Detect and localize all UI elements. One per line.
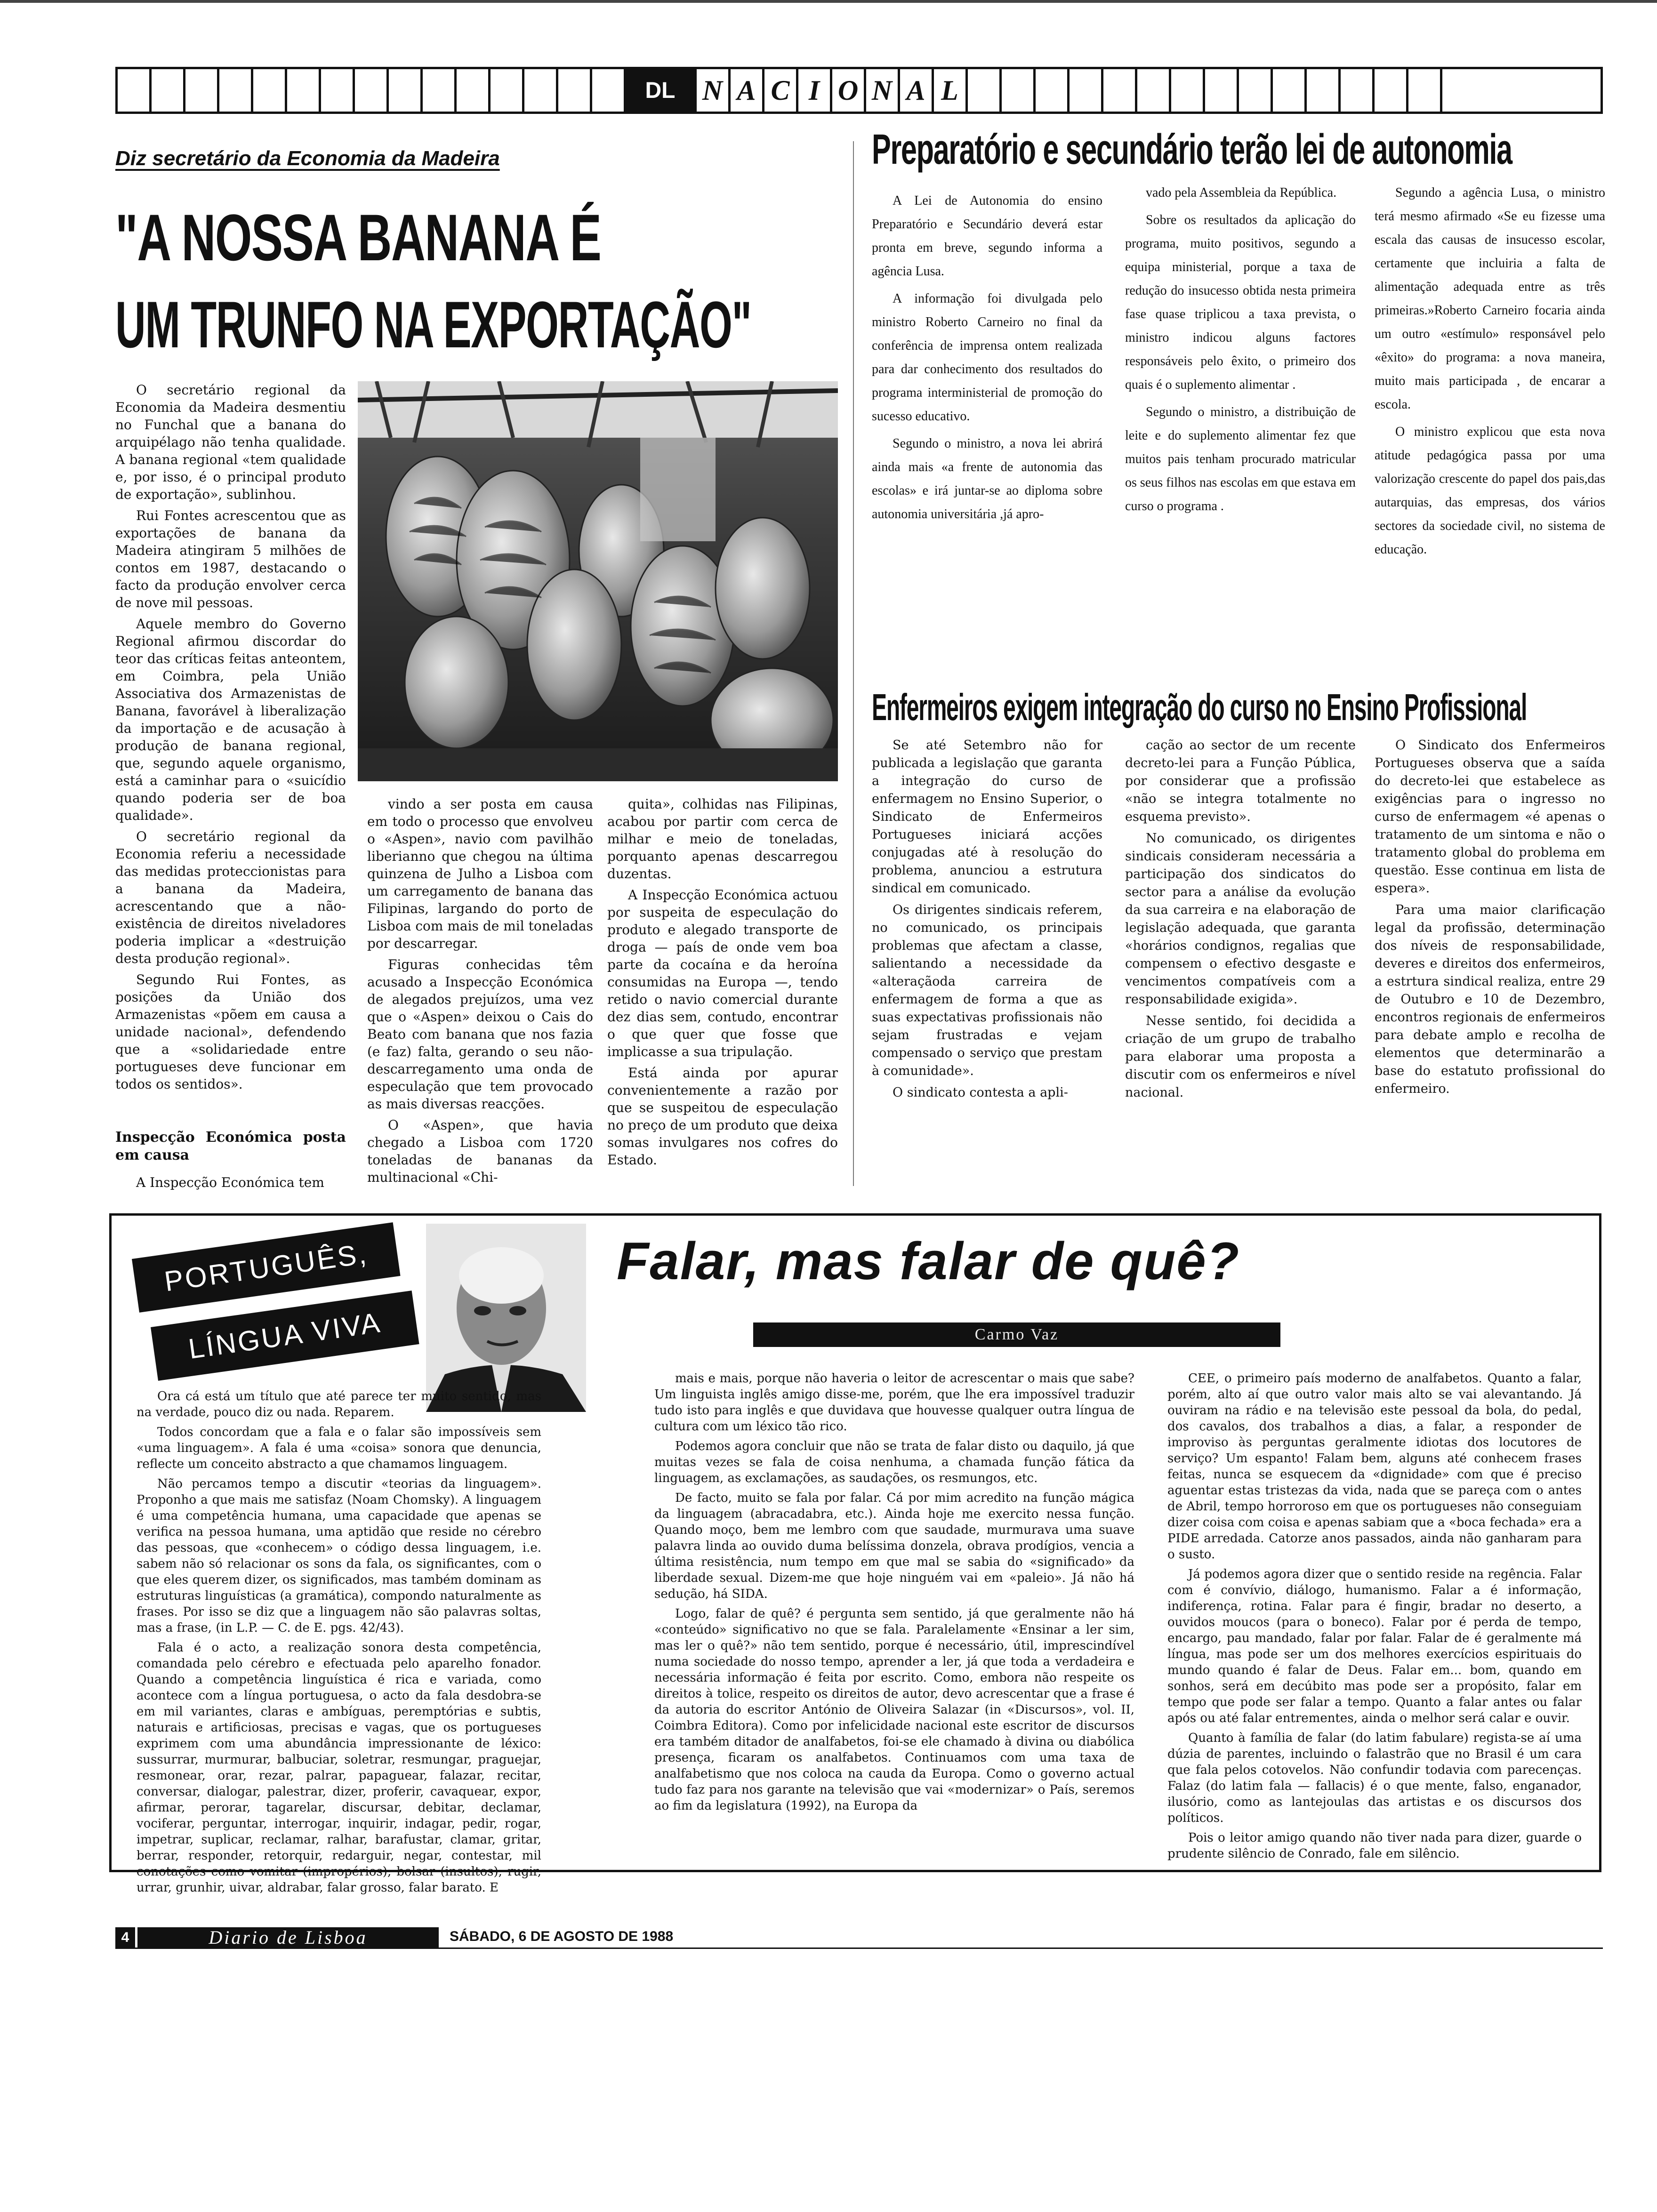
falar-headline: Falar, mas falar de quê? <box>617 1232 1240 1290</box>
banana-subhead-block <box>115 1116 346 1191</box>
falar-column-1 <box>137 1388 541 1896</box>
page-number: 4 <box>115 1927 135 1948</box>
section-letter: N <box>866 69 900 112</box>
paragraph: Fala é o acto, a realização sonora desta competência, comandada pelo cérebro e efectuada pelo aparelho fonador. Quando a competência linguística é rica e variada, como acontece com a língua portuguesa, o acto da fala desdobra-se em mil variantes, claras e ambíguas, peremptórias e subtis, naturais e artificiosas, precisas e vagas, que os portugueses exprimem com uma abundância impressionante de léxico: sussurrar, murmurar, balbuciar, soletrar, resmungar, praguejar, resmonear, orar, rezar, palrar, papaguear, falazar, recitar, conversar, dialogar, palestrar, dizer, proferir, cavaquear, expor, afirmar, perorar, tagarelar, discursar, debitar, declamar, vociferar, perguntar, interrogar, inquirir, indagar, pedir, rogar, impetrar, suplicar, reclamar, ralhar, barafustar, clamar, gritar, berrar, responder, retorquir, redarguir, negar, contestar, mil conotações como vomitar (impropérios), bolsar (insultos), rugir, urrar, grunhir, uivar, aldrabar, falar grosso, falar barato. E <box>137 1641 541 1895</box>
paragraph: Já podemos agora dizer que o sentido reside na regência. Falar com é convívio, diálogo, humanismo. Falar a é informação, indiferença, rotina. Falar para é fingir, bradar no deserto, a ouvidos moucos (para o boneco). Falar por é perda de tempo, encargo, pau mandado, falar por falar. Falar de é geralmente má língua, mas pode ser um dos melhores exercícios espirituais do mundo quando é falar de Deus. Falar em... bom, quando em sonhos, será em decúbito mas pode ser a propósito, falar em tempo que pode ser falar a tempo. Quanto a falar antes ou falar após ou até falar entrementes, ainda o melhor será calar e ouvir. <box>1167 1567 1582 1725</box>
paragraph: cação ao sector de um recente decreto-lei para a Função Pública, por considerar que a profissão «não se integra totalmente no esquema previsto». <box>1125 738 1356 824</box>
paragraph: Segundo o ministro, a nova lei abrirá ainda mais «a frente de autonomia das escolas» e irá juntar-se ao diploma sobre autonomia universitária ,já apro- <box>872 436 1102 521</box>
enfermeiros-column-2 <box>1125 737 1356 1102</box>
paragraph: De facto, muito se fala por falar. Cá por mim acredito na função mágica da linguagem (abracadabra, etc.). Ainda hoje me exercito nessa função. Quando moço, bem me lembro com que saudade, murmurava uma suave palavra linda ao ouvido duma belíssima donzela, obrava prodígios, vencia a última resistência, num tempo em que mal se sabia do «significado» da liberdade sexual. Dizem-me que hoje ninguém vai em «paleio». Já não há sedução, há SIDA. <box>654 1491 1134 1601</box>
paragraph: Os dirigentes sindicais referem, no comunicado, os principais problemas que afectam a classe, salientando a necessidade da «alteraçãoda carreira de enfermagem de forma a que as suas expectativas profissionais não sejam frustradas e vejam compensado o serviço que prestam à comunidade». <box>872 903 1102 1078</box>
section-letter: L <box>934 69 968 112</box>
paragraph: Podemos agora concluir que não se trata de falar disto ou daquilo, já que muitas vezes se fala de coisa nenhuma, a chamada função fática da linguagem, as exclamações, as saudações, os resmungos, etc. <box>654 1439 1134 1485</box>
autonomia-column-1 <box>872 189 1102 526</box>
paragraph: Logo, falar de quê? é pergunta sem sentido, já que geralmente não há «conteúdo» significativo no que se fala. Paralelamente «Ensinar a ler sim, mas ler o quê?» não tem sentido, porque é necessário, útil, imprescindível numa sociedade do nosso tempo, aprender a ler, já que toda a verdadeira e necessária informação é feita por escrito. Como, embora não respeite os direitos à tolice, respeito os direitos de autor, devo acrescentar que a frase é da autoria do escritor António de Oliveira Salazar (in «Discursos», vol. II, Coimbra Editora). Como por infelicidade nacional este escritor de discursos era também ditador de analfabetos, foi-se ele chamado à divina ou diabólica presença, ficaram os analfabetos. Continuamos com uma taxa de analfabetismo que nos coloca na cauda da Europa. Como o governo actual tudo faz para nos garante na televisão que vai «modernizar» o País, seremos ao fim da legislatura (1992), na Europa da <box>654 1607 1134 1813</box>
falar-column-3 <box>1167 1370 1582 1862</box>
banana-column-2 <box>367 795 593 1186</box>
paragraph: Segundo o ministro, a distribuição de leite e do suplemento alimentar fez que muitos pais tenham procurado matricular os seus filhos nas escolas em que estava em curso o programa . <box>1125 405 1356 513</box>
section-masthead <box>115 67 1603 114</box>
paragraph: Para uma maior clarificação legal da profissão, determinação dos níveis de responsabilidade, deveres e direitos dos enfermeiros, a estrtura sindical realiza, entre 29 de Outubro e 10 de Dezembro, encontros regionais de enfermeiros para debate amplo e recolha de elementos que determinarão a base do estatuto profissional do enfermeiro. <box>1375 903 1605 1096</box>
paper-name: Diario de Lisboa <box>137 1927 439 1948</box>
author-portrait <box>426 1224 586 1412</box>
enfermeiros-headline: Enfermeiros exigem integração do curso no Ensino Profissional <box>872 686 1527 728</box>
paragraph: quita», colhidas nas Filipinas, acabou por partir com cerca de milhar e meio de toneladas, porquanto apenas descarregou duzentas. <box>607 796 838 882</box>
section-letter: C <box>764 69 798 112</box>
autonomia-headline: Preparatório e secundário terão lei de autonomia <box>872 126 1512 173</box>
paragraph: Não percamos tempo a discutir «teorias da linguagem». Proponho a que mais me satisfaz (Noam Chomsky). A linguagem é uma competência humana, uma capacidade que apenas se verifica na pessoa humana, uma aptidão que reside no cérebro das pessoas, que «conhecem» o código dessa linguagem, i.e. sabem não só relacionar os sons da fala, os significantes, com o que eles querem dizer, os significados, mas também dominam as estruturas linguísticas (a gramática), compondo naturalmente as frases. Por isso se diz que a linguagem não são palavras soltas, mas a frase, (in L.P. — C. de E. pgs. 42/43). <box>137 1477 541 1635</box>
paragraph: vado pela Assembleia da República. <box>1146 185 1337 200</box>
paragraph: No comunicado, os dirigentes sindicais consideram necessária a participação dos sindicatos do sector para a análise da evolução da sua carreira e na elaboração de legislação adequada, que garanta «horários condignos, regalias que compensem o efectivo desgaste e vencimentos compatíveis com a responsabilidade exigida». <box>1125 831 1356 1007</box>
banana-col1-end: A Inspecção Económica tem <box>136 1175 324 1190</box>
paragraph: Quanto à família de falar (do latim fabulare) regista-se aí uma dúzia de parentes, incluindo o falastrão que no Brasil é um cara que fala pelos cotovelos. Não confundir todavia com parecenças. Falaz (do latim fala — fallacis) é o que mente, falso, enganador, ilusório, como as lantejoulas das artistas e os discursos dos políticos. <box>1167 1731 1582 1825</box>
paragraph: O ministro explicou que esta nova atitude pedagógica passa por uma valorização crescente do papel dos pais,das autarquias, das empresas, dos vários sectores da sociedade civil, no sistema de educação. <box>1375 425 1605 557</box>
paragraph: A Lei de Autonomia do ensino Preparatório e Secundário deverá estar pronta em breve, segundo informa a agência Lusa. <box>872 193 1102 279</box>
paragraph: Rui Fontes acrescentou que as exportações de banana da Madeira atingiram 5 milhões de contos em 1987, destacando o facto da produção envolver cerca de nove mil pessoas. <box>115 508 346 610</box>
badge-line-2: LÍNGUA VIVA <box>151 1290 419 1381</box>
falar-column-2 <box>654 1370 1134 1814</box>
paragraph: O secretário regional da Economia da Madeira desmentiu no Funchal que a banana do arquipélago não tenha qualidade. A banana regional «tem qualidade e, por isso, é o principal produto de exportação», sublinhou. <box>115 382 346 502</box>
banana-subhead: Inspecção Económica posta em causa <box>115 1129 346 1163</box>
top-edge-rule <box>0 0 1657 3</box>
banana-kicker: Diz secretário da Economia da Madeira <box>115 147 500 170</box>
section-letter: A <box>731 69 764 112</box>
paragraph: mais e mais, porque não haveria o leitor de acrescentar o mais que sabe? Um linguista inglês amigo disse-me, porém, que lhe era impossível traduzir tudo isto para inglês e que duvidava que houvesse qualquer outra língua de cultura com um léxico tão rico. <box>654 1371 1134 1434</box>
paragraph: Ora cá está um título que até parece ter muito sentido, mas na verdade, pouco diz ou nada. Reparem. <box>137 1389 541 1419</box>
paragraph: Aquele membro do Governo Regional afirmou discordar do teor das críticas feitas anteontem, em Coimbra, pela União Associativa dos Armazenistas de Banana, favorável à liberalização da importação e de acusação à produção de banana regional, que, segundo aquele organismo, está a caminhar para o «suicídio quando poderia ser de boa qualidade». <box>115 616 346 823</box>
paragraph: Segundo a agência Lusa, o ministro terá mesmo afirmado «Se eu fizesse uma escala das causas de insucesso escolar, certamente que incluiria a falta de alimentação adequada entre as três primeiras.»Roberto Carneiro focaria ainda um outro «estímulo» responsável pelo «êxito» do programa: a nova maneira, muito mais participada , de encarar a escola. <box>1375 185 1605 412</box>
paper-logo: DL <box>626 69 697 112</box>
portugues-lingua-viva-badge <box>122 1237 424 1391</box>
paragraph: Sobre os resultados da aplicação do programa, muito positivos, segundo a equipa ministerial, porque a taxa de redução do insucesso obtida nesta primeira fase quase triplicou a taxa prevista, o ministro indicou alguns factores responsáveis pelo êxito, o primeiro dos quais é o suplemento alimentar . <box>1125 213 1356 392</box>
paragraph: A Inspecção Económica actuou por suspeita de especulação do produto e alegado transporte de droga — país de onde vem boa parte da cocaína e da heroína consumidas na Europa —, tendo retido o navio comercial durante dez dias sem, contudo, encontrar o que quer que fosse que implicasse a sua tripulação. <box>607 887 838 1059</box>
autonomia-column-2 <box>1125 181 1356 518</box>
autonomia-column-3 <box>1375 181 1605 561</box>
issue-date: SÁBADO, 6 DE AGOSTO DE 1988 <box>450 1929 674 1944</box>
paragraph: A informação foi divulgada pelo ministro Roberto Carneiro no final da conferência de imprensa ontem realizada para dar conhecimento dos resultados do programa interministerial de promoção do sucesso educativo. <box>872 291 1102 424</box>
falar-author: Carmo Vaz <box>753 1322 1280 1347</box>
paragraph: Segundo Rui Fontes, as posições da União dos Armazenistas «põem em causa a unidade nacional», defendendo que a «solidariedade entre portugueses deve funcionar em todos os sentidos». <box>115 972 346 1092</box>
paragraph: Todos concordam que a fala e o falar são impossíveis sem «uma linguagem». A fala é uma «coisa» sonora que denuncia, reflecte um conceito abstracto a que chamamos linguagem. <box>137 1425 541 1471</box>
banana-photo <box>358 381 838 781</box>
paragraph: Figuras conhecidas têm acusado a Inspecção Económica de alegados prejuízos, uma vez que o «Aspen» deixou o Cais do Beato com banana que nos fazia (e faz) falta, gerando o seu não-descarregamento uma onda de especulação que tem provocado as mais diversas reacções. <box>367 957 593 1112</box>
paragraph: O Sindicato dos Enfermeiros Portugueses observa que a saída do decreto-lei que estabelece as exigências para o ingresso no curso de enfermagem «é apenas o tratamento de um sintoma e não o tratamento global do problema em questão. Esse continua em lista de espera». <box>1375 738 1605 896</box>
banana-column-3 <box>607 795 838 1169</box>
enfermeiros-column-1 <box>872 737 1102 1102</box>
section-letter: A <box>900 69 934 112</box>
paragraph: O secretário regional da Economia referiu a necessidade das medidas proteccionistas para a banana da Madeira, acrescentando que a não-existência de direitos niveladores poderia implicar a «destruição desta produção regional». <box>115 829 346 966</box>
paragraph: Está ainda por apurar convenientemente a razão por que se suspeitou de especulação no preço de um produto que deixa somas invulgares nos cofres do Estado. <box>607 1065 838 1168</box>
banana-column-1 <box>115 381 346 1093</box>
banana-headline-line-1: "A NOSSA BANANA É <box>115 200 601 274</box>
paragraph: Nesse sentido, foi decidida a criação de um grupo de trabalho para elaborar uma proposta a discutir com os enfermeiros e nível nacional. <box>1125 1014 1356 1100</box>
paragraph: Pois o leitor amigo quando não tiver nada para dizer, guarde o prudente silêncio de Conrado, fale em silêncio. <box>1167 1831 1582 1861</box>
section-letter: N <box>697 69 731 112</box>
banana-headline-line-2: UM TRUNFO NA EXPORTAÇÃO" <box>115 288 751 361</box>
paragraph: O «Aspen», que havia chegado a Lisboa com 1720 toneladas de bananas da multinacional «Chi- <box>367 1117 593 1185</box>
column-divider <box>853 141 854 1186</box>
paragraph: vindo a ser posta em causa em todo o processo que envolveu o «Aspen», navio com pavilhão liberianno que chegou na última quinzena de Julho a Lisboa com um carregamento de banana das Filipinas, largando do porto de Lisboa com mais de mil toneladas por descarregar. <box>367 796 593 951</box>
section-letter: I <box>798 69 832 112</box>
section-name <box>697 69 968 112</box>
paragraph: O sindicato contesta a apli- <box>893 1085 1068 1100</box>
enfermeiros-column-3 <box>1375 737 1605 1098</box>
section-letter: O <box>832 69 866 112</box>
paragraph: CEE, o primeiro país moderno de analfabetos. Quanto a falar, porém, alto aí que outro valor mais alto se vai alevantando. Já ouviram na rádio e na televisão este pessoal da bola, do pedal, dos cavalos, dos trabalhos a dias, a falar, a responder de improviso às perguntas geralmente idiotas dos locutores de serviço? Um espanto! Falam bem, alguns até conhecem frases feitas, nunca se esquecem da «dignidade» com que é preciso aguentar estas tristezas da vida, nada que se pareça com o antes de Abril, tempo horroroso em que os portugueses não conseguiam dizer coisa com coisa e apenas sabiam que a «boca fechada» era a PIDE arredada. Catorze anos passados, ainda não ganharam para o susto. <box>1167 1371 1582 1562</box>
badge-line-1: PORTUGUÊS, <box>132 1222 401 1313</box>
paragraph: Se até Setembro não for publicada a legislação que garanta a integração do curso de enfermagem no Ensino Superior, o Sindicato de Enfermeiros Portugueses iniciará acções conjugadas até à resolução do problema, anunciou a estrutura sindical em comunicado. <box>872 738 1102 896</box>
